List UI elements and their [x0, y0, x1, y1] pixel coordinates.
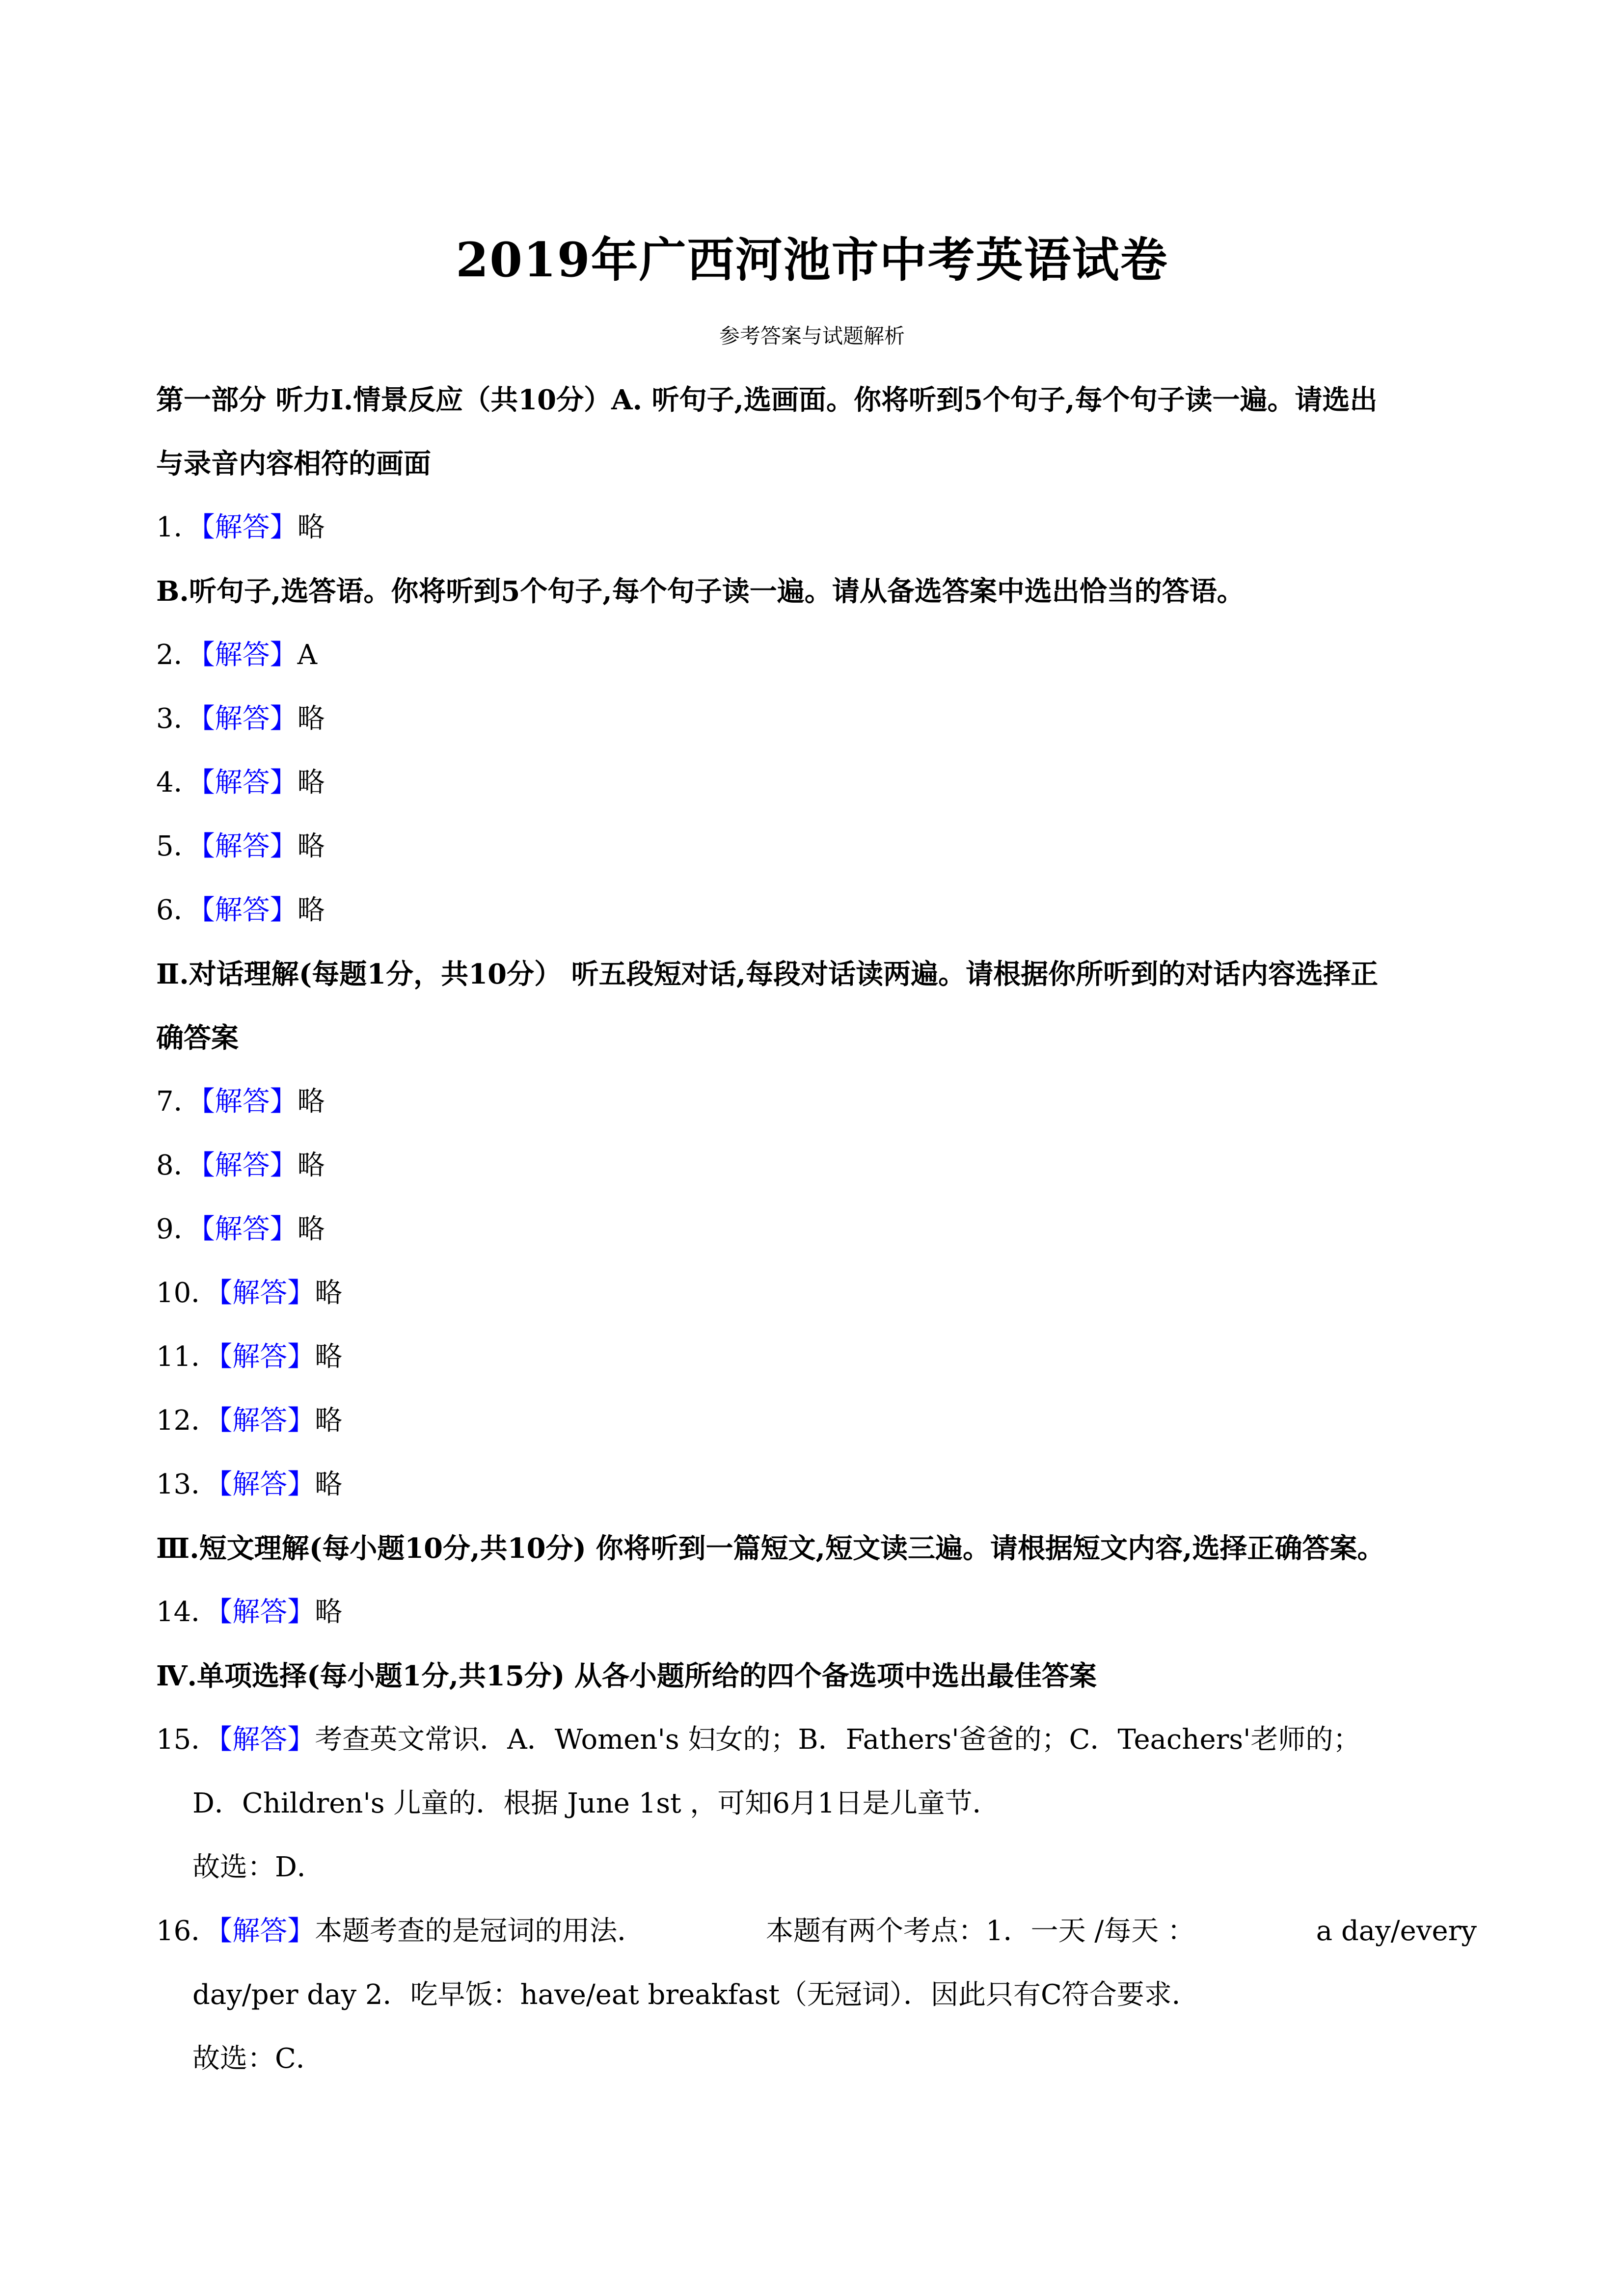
answer-text: 略: [297, 1086, 325, 1118]
answer-text: 略: [315, 1341, 343, 1373]
section-heading-part3: Ⅲ.短文理解(每小题10分,共10分) 你将听到一篇短文,短文读三遍。请根据短文内容,选择正确答案。: [156, 1532, 1385, 1565]
answer-tag: 【解答】: [201, 511, 298, 543]
question-number: 11．: [156, 1341, 219, 1373]
answer-item-11: [156, 1337, 1482, 1377]
question-number: 4．: [156, 767, 201, 799]
answer-tag: 【解答】: [201, 639, 298, 671]
answer-item-6: [156, 891, 1482, 930]
answer-text: 略: [297, 1149, 325, 1181]
question-number: 3．: [156, 703, 201, 735]
answer-text: 略: [315, 1405, 343, 1437]
answer-15-continuation: D．Children's 儿童的．根据 June 1st ，可知6月1日是儿童节．: [192, 1788, 1000, 1819]
question-number: 10．: [156, 1277, 219, 1309]
page-subtitle: 参考答案与试题解析: [719, 324, 905, 348]
question-number: 1．: [156, 511, 201, 543]
question-number: 16．: [156, 1915, 219, 1947]
question-number: 5．: [156, 830, 201, 862]
answer-tag: 【解答】: [201, 703, 298, 735]
section-heading-part2-cont: 确答案: [156, 1022, 239, 1054]
answer-16-continuation: day/per day 2．吃早饭：have/eat breakfast（无冠词）．因此只有C符合要求．: [192, 1979, 1199, 2011]
answer-item-5: [156, 827, 1482, 866]
answer-item-8: [156, 1146, 1482, 1185]
answer-item-12: [156, 1401, 1482, 1441]
answer-text: 略: [297, 830, 325, 862]
section-heading-part4: Ⅳ.单项选择(每小题1分,共15分) 从各小题所给的四个备选项中选出最佳答案: [156, 1660, 1097, 1692]
answer-tag: 【解答】: [201, 1213, 298, 1245]
answer-item-9: [156, 1210, 1482, 1249]
answer-tag: 【解答】: [218, 1341, 315, 1373]
section-heading-part1: 第一部分 听力Ⅰ.情景反应（共10分）A. 听句子,选画面。你将听到5个句子,每个句子读一遍。请选出: [156, 384, 1378, 416]
question-number: 6．: [156, 894, 201, 926]
answer-tag: 【解答】: [201, 830, 298, 862]
answer-text: 考查英文常识．A．Women's 妇女的；B．Fathers'爸爸的；C．Teachers'老师的；: [315, 1724, 1361, 1756]
answer-item-7: [156, 1082, 1482, 1121]
answer-text: 略: [315, 1596, 343, 1628]
answer-tag: 【解答】: [201, 767, 298, 799]
answer-tag: 【解答】: [201, 1086, 298, 1118]
section-heading-part1-cont: 与录音内容相符的画面: [156, 448, 431, 480]
answer-text-points: 本题有两个考点：1．一天 /每天 ：: [765, 1915, 1195, 1947]
question-number: 14．: [156, 1596, 219, 1628]
answer-tag: 【解答】: [201, 894, 298, 926]
answer-tag: 【解答】: [218, 1596, 315, 1628]
answer-item-13: [156, 1465, 1482, 1504]
page-title: 2019年广西河池市中考英语试卷: [456, 232, 1168, 288]
answer-tag: 【解答】: [201, 1149, 298, 1181]
answer-text: 略: [297, 1213, 325, 1245]
answer-text: 略: [297, 703, 325, 735]
question-number: 15．: [156, 1724, 219, 1756]
answer-text: A: [297, 639, 318, 671]
question-number: 9．: [156, 1213, 201, 1245]
answer-text: 略: [297, 511, 325, 543]
answer-text: 略: [297, 767, 325, 799]
answer-tag: 【解答】: [218, 1277, 315, 1309]
answer-tag: 【解答】: [218, 1724, 315, 1756]
answer-text: 略: [315, 1277, 343, 1309]
answer-item-3: [156, 699, 1482, 739]
answer-text-example: a day/every: [1316, 1915, 1477, 1947]
answer-text: 略: [315, 1468, 343, 1500]
answer-item-10: [156, 1274, 1482, 1313]
answer-tag: 【解答】: [218, 1915, 315, 1947]
answer-15-conclusion: 故选：D．: [192, 1851, 325, 1883]
answer-item-14: [156, 1593, 1482, 1632]
answer-text: 略: [297, 894, 325, 926]
answer-item-2: [156, 636, 1482, 675]
question-number: 12．: [156, 1405, 219, 1437]
answer-item-15: [156, 1720, 1482, 1760]
question-number: 7．: [156, 1086, 201, 1118]
question-number: 2．: [156, 639, 201, 671]
answer-item-4: [156, 763, 1482, 802]
section-heading-partB: B.听句子,选答语。你将听到5个句子,每个句子读一遍。请从备选答案中选出恰当的答语。: [156, 575, 1245, 608]
answer-16-conclusion: 故选：C．: [192, 2043, 324, 2075]
answer-tag: 【解答】: [218, 1405, 315, 1437]
section-heading-part2: Ⅱ.对话理解(每题1分，共10分） 听五段短对话,每段对话读两遍。请根据你所听到的对话内容选择正: [156, 958, 1379, 990]
question-number: 13．: [156, 1468, 219, 1500]
answer-text: 本题考查的是冠词的用法．: [315, 1915, 645, 1947]
question-number: 8．: [156, 1149, 201, 1181]
answer-tag: 【解答】: [218, 1468, 315, 1500]
answer-item-1: [156, 508, 1482, 547]
answer-item-16: [156, 1912, 1477, 1951]
